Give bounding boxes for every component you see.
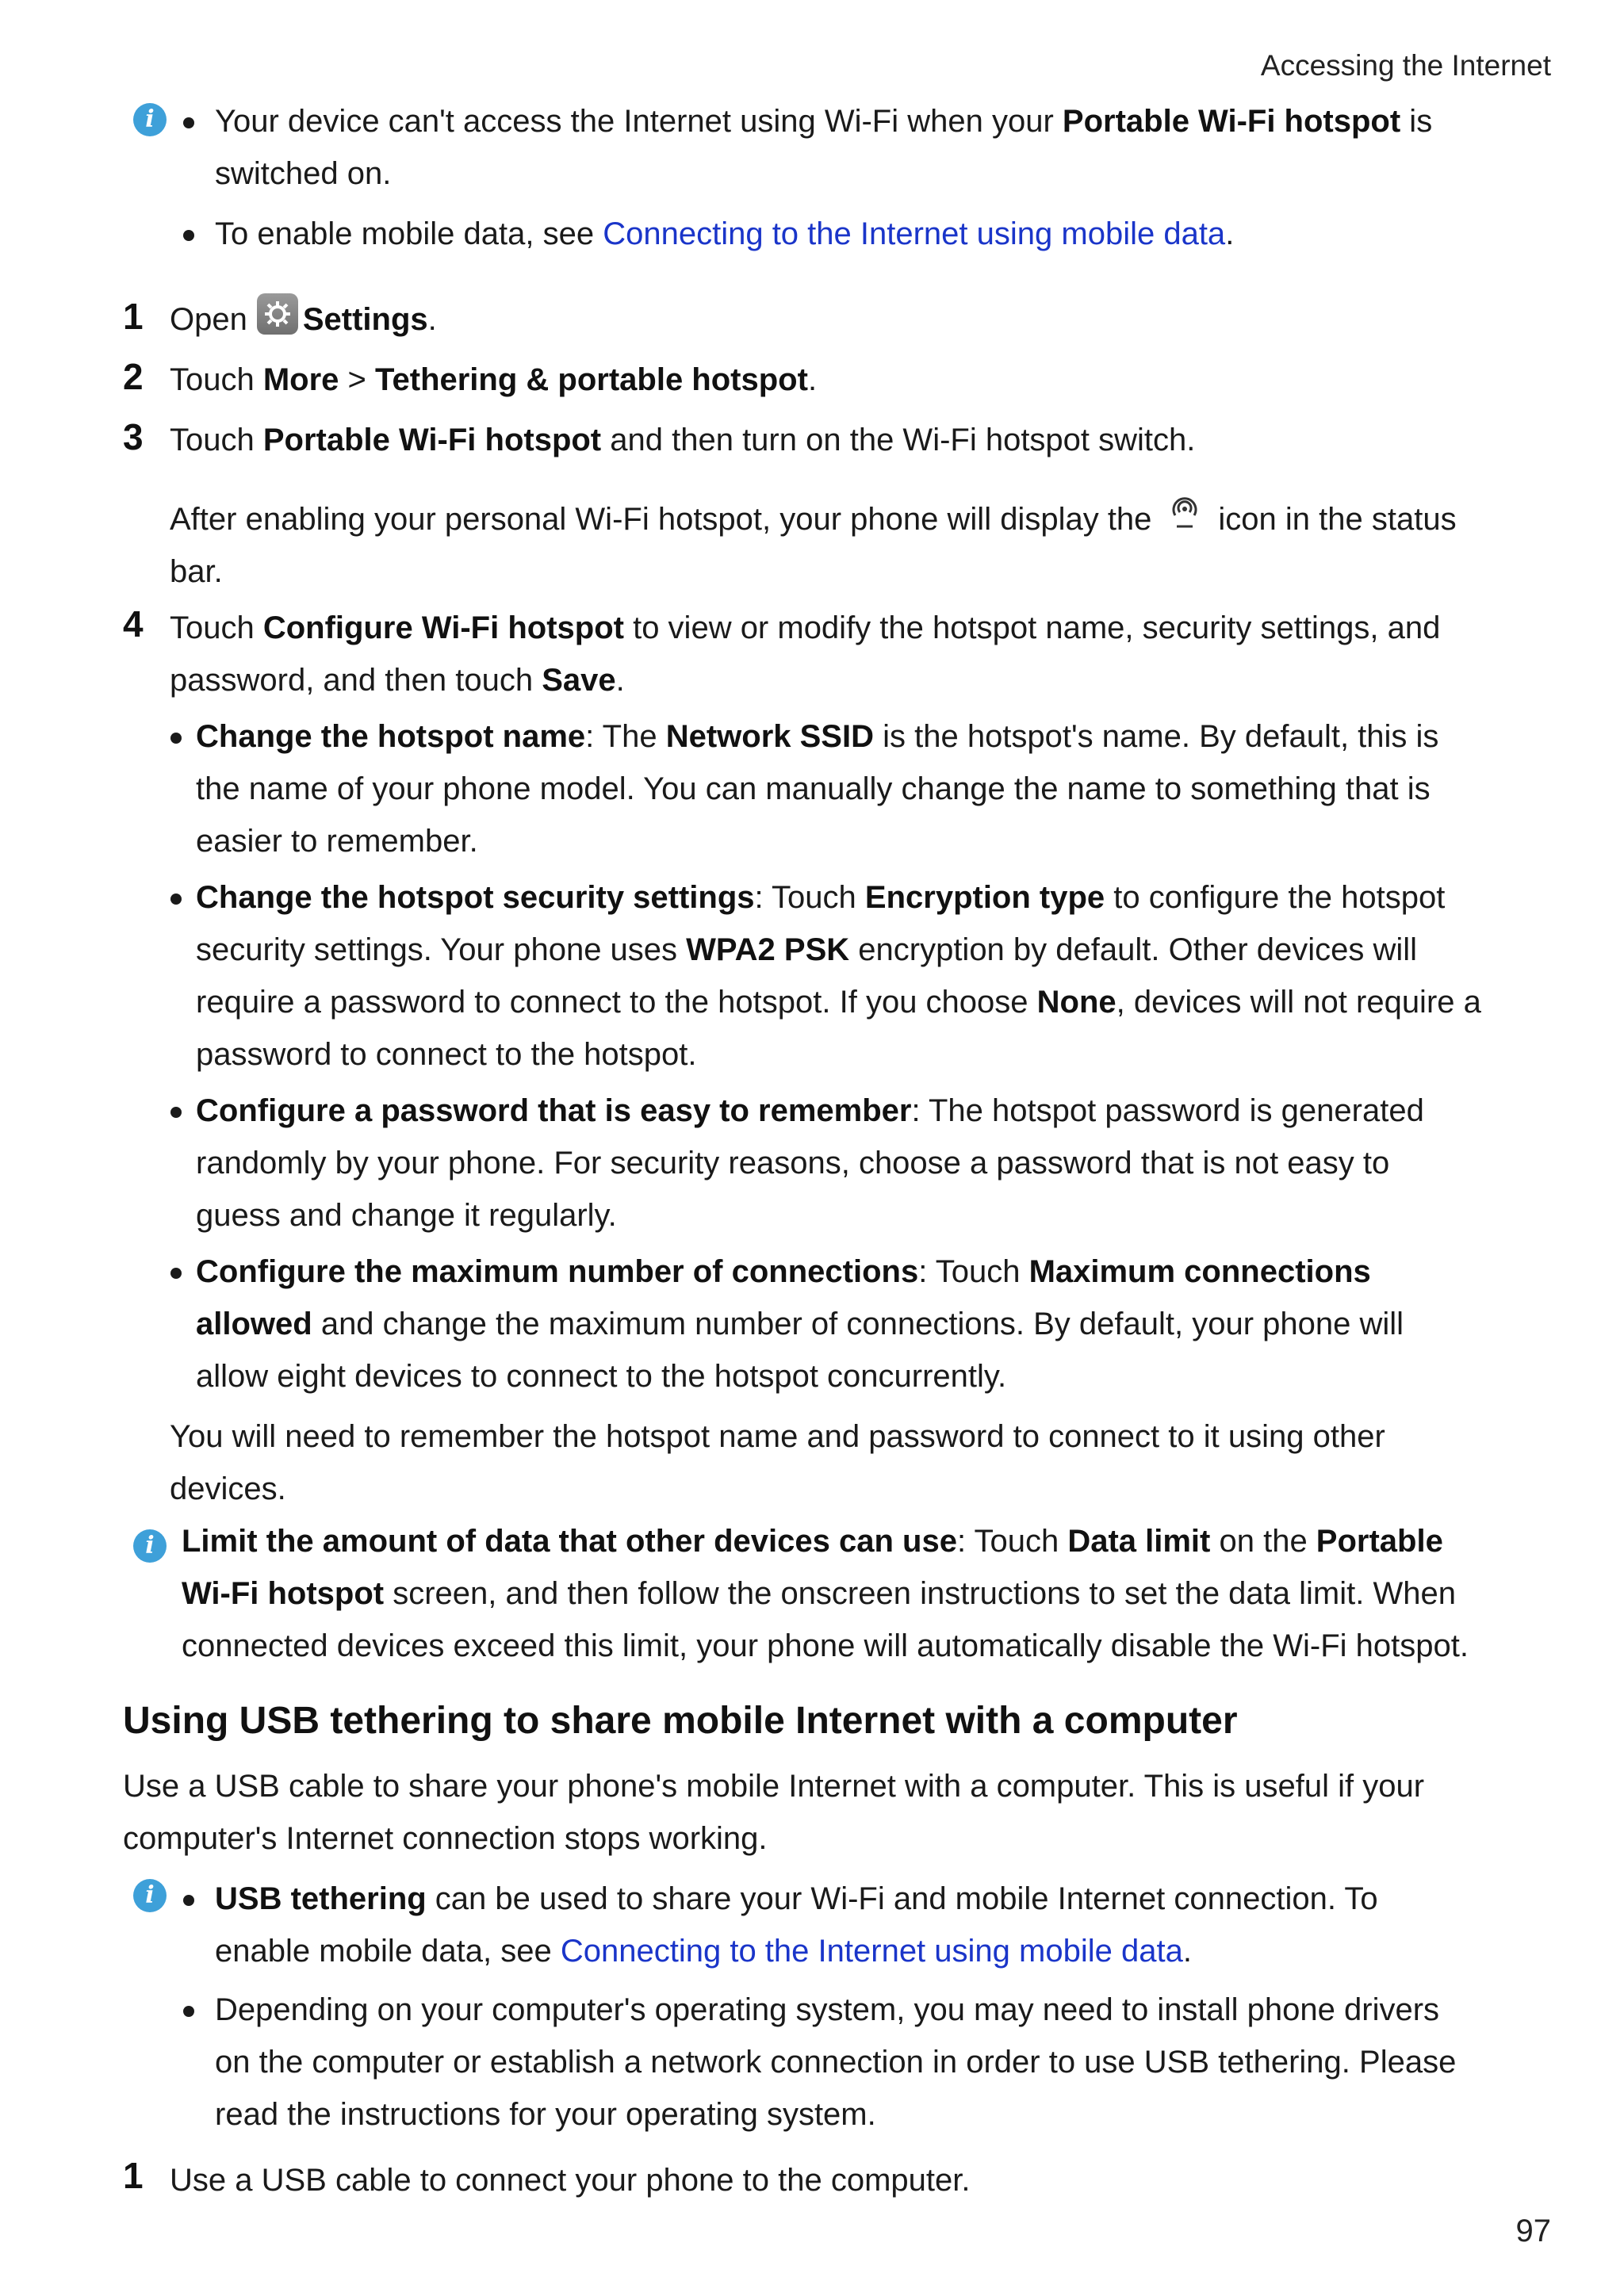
usb-note-tethering: USB tethering can be used to share your Wi-Fi and mobile Internet connection. To enable mobile data, see Connecting to the Internet using mobile data. [215, 1881, 1378, 1969]
step-number: 3 [123, 416, 144, 457]
hotspot-status-note: After enabling your personal Wi-Fi hotspot, your phone will display the icon in the status bar. [170, 492, 1457, 598]
info-icon: i [133, 103, 167, 136]
bullet-dot [170, 1268, 182, 1279]
info-icon: i [133, 1529, 167, 1563]
info-icon: i [133, 1879, 167, 1912]
hotspot-status-icon [1162, 492, 1207, 531]
option-security-settings: Change the hotspot security settings: Touch Encryption type to configure the hotspot security settings. Your phone uses WPA2 PSK encryption by default. Other devices will require a password to connect to the hotspot. If you choose None, devices will not require a password to connect to the hotspot. [196, 880, 1481, 1072]
section-header: Accessing the Internet [1260, 49, 1551, 82]
bullet-dot [170, 894, 182, 905]
note-bullet-hotspot: Your device can't access the Internet using Wi-Fi when your Portable Wi-Fi hotspot is switched on. [215, 104, 1433, 191]
bullet-dot [183, 2006, 194, 2017]
settings-gear-icon [257, 293, 298, 335]
bullet-dot [170, 1107, 182, 1118]
option-password: Configure a password that is easy to remember: The hotspot password is generated randomly by your phone. For security reasons, choose a password that is not easy to guess and change it regularly. [196, 1093, 1424, 1233]
page-number: 97 [1515, 2214, 1551, 2248]
step-configure-hotspot: Touch Configure Wi-Fi hotspot to view or modify the hotspot name, security settings, and password, and then touch Save. [170, 610, 1441, 698]
bullet-dot [183, 1895, 194, 1906]
step-number: 2 [123, 356, 144, 397]
mobile-data-link[interactable]: Connecting to the Internet using mobile data [603, 216, 1226, 251]
step-open-settings: Open Settings. [170, 293, 437, 346]
usb-intro: Use a USB cable to share your phone's mobile Internet with a computer. This is useful if your computer's Internet connection stops working. [123, 1769, 1425, 1856]
mobile-data-link[interactable]: Connecting to the Internet using mobile data [560, 1934, 1183, 1969]
step-number: 1 [123, 296, 144, 337]
step-tethering: Touch More > Tethering & portable hotspot. [170, 362, 818, 397]
step-number: 1 [123, 2155, 144, 2196]
step-number: 4 [123, 603, 144, 645]
usb-step-connect: Use a USB cable to connect your phone to the computer. [170, 2163, 971, 2198]
data-limit-note: Limit the amount of data that other devices can use: Touch Data limit on the Portable Wi-Fi hotspot screen, and then follow the onscreen instructions to set the data limit. When connected devices exceed this limit, your phone will automatically disable the Wi-Fi hotspot. [182, 1524, 1469, 1663]
note-bullet-mobile-data: To enable mobile data, see Connecting to the Internet using mobile data. [215, 216, 1235, 251]
option-hotspot-name: Change the hotspot name: The Network SSID is the hotspot's name. By default, this is the name of your phone model. You can manually change the name to something that is easier to remember. [196, 719, 1439, 859]
bullet-dot [183, 117, 194, 128]
bullet-dot [170, 733, 182, 744]
bullet-dot [183, 230, 194, 241]
step-hotspot-switch: Touch Portable Wi-Fi hotspot and then turn on the Wi-Fi hotspot switch. [170, 423, 1196, 457]
usb-section-heading: Using USB tethering to share mobile Internet with a computer [123, 1700, 1238, 1742]
remember-note: You will need to remember the hotspot name and password to connect to it using other devices. [170, 1419, 1385, 1506]
usb-note-drivers: Depending on your computer's operating system, you may need to install phone drivers on the computer or establish a network connection in order to use USB tethering. Please read the instructions for your operating system. [215, 1992, 1457, 2132]
option-max-connections: Configure the maximum number of connections: Touch Maximum connections allowed and change the maximum number of connections. By default, your phone will allow eight devices to connect to the hotspot concurrently. [196, 1254, 1404, 1394]
